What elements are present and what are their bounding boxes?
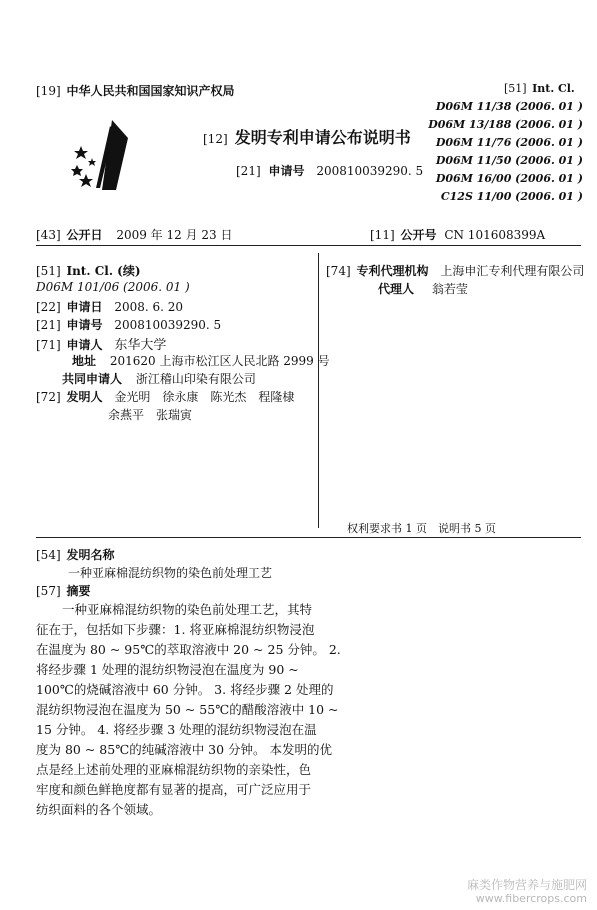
filing-label: 申请日 — [66, 300, 103, 314]
abstract-line: 100℃的烧碱溶液中 60 分钟。 3. 将经步骤 2 处理的 — [36, 682, 334, 697]
abstract-line: 征在于，包括如下步骤：1. 将亚麻棉混纺织物浸泡 — [36, 622, 315, 637]
ipc-entry: D06M 11/76 (2006. 01 ) — [435, 136, 583, 149]
pub-no-code: [11] — [370, 228, 395, 242]
abstract-label: 摘要 — [66, 584, 91, 598]
filing-value: 2008. 6. 20 — [114, 300, 184, 314]
abstract-line: 混纺织物浸泡在温度为 50 ~ 55℃的醋酸溶液中 10 ~ — [36, 702, 339, 717]
agent-value: 翁若莹 — [431, 282, 468, 296]
applicant-line — [36, 334, 166, 353]
ipc-label: Int. Cl. — [532, 82, 575, 95]
invention-title: 一种亚麻棉混纺织物的染色前处理工艺 — [68, 566, 273, 580]
office-line — [36, 82, 234, 99]
co-applicant-label: 共同申请人 — [62, 372, 123, 386]
pub-no-value: CN 101608399A — [444, 228, 546, 242]
filing-code: [22] — [36, 300, 61, 314]
rule-middle — [36, 537, 581, 538]
abstract-code: [57] — [36, 584, 61, 598]
ipc-entry: D06M 11/38 (2006. 01 ) — [435, 100, 583, 113]
address-value: 201620 上海市松江区人民北路 2999 号 — [109, 354, 330, 368]
pub-no-line — [370, 226, 545, 243]
co-applicant-value: 浙江稽山印染有限公司 — [135, 372, 256, 386]
app-no-line — [236, 162, 423, 179]
column-divider — [318, 253, 319, 528]
inventors-code: [72] — [36, 390, 61, 404]
agency-line — [326, 262, 584, 279]
pub-date-line — [36, 226, 232, 243]
abstract-line: 纺织面料的各个领域。 — [36, 802, 162, 817]
ipc-cont-line — [36, 262, 141, 279]
rule-top — [36, 245, 581, 246]
agency-label: 专利代理机构 — [356, 264, 429, 278]
filing-date-line — [36, 298, 183, 315]
ipc-entry: C12S 11/00 (2006. 01 ) — [440, 190, 583, 203]
abstract-line: 点是经上述前处理的亚麻棉混纺织物的亲染性，色 — [36, 762, 312, 777]
office-name: 中华人民共和国国家知识产权局 — [66, 84, 235, 98]
office-code: [19] — [36, 84, 61, 98]
applicant-code: [71] — [36, 338, 61, 352]
appno-value: 200810039290. 5 — [114, 318, 222, 332]
abstract-line: 牢度和颜色鲜艳度都有显著的提高，可广泛应用于 — [36, 782, 312, 797]
pub-no-label: 公开号 — [400, 228, 437, 242]
inventors-value-cont: 余燕平 张瑞寅 — [108, 408, 193, 422]
appno-label: 申请号 — [66, 318, 103, 332]
agency-code: [74] — [326, 264, 351, 278]
pub-date-value: 2009 年 12 月 23 日 — [116, 228, 233, 242]
watermark-site-name: 麻类作物营养与施肥网 — [466, 878, 587, 892]
abstract-line: 将经步骤 1 处理的混纺织物浸泡在温度为 90 ~ — [36, 662, 299, 677]
address-label: 地址 — [72, 354, 97, 368]
doc-type-line — [203, 125, 411, 148]
title-heading — [36, 546, 114, 563]
co-applicant-line — [62, 370, 256, 387]
doc-type-code: [12] — [203, 132, 228, 146]
abstract-line: 度为 80 ~ 85℃的纯碱溶液中 30 分钟。 本发明的优 — [36, 742, 333, 757]
inventors-line — [36, 388, 294, 405]
application-no-line — [36, 316, 221, 333]
ipc-cont-label: Int. Cl. (续) — [66, 264, 141, 278]
applicant-value: 东华大学 — [114, 338, 167, 353]
title-code: [54] — [36, 548, 61, 562]
patent-office-emblem — [70, 118, 132, 192]
app-no-value: 200810039290. 5 — [316, 164, 424, 178]
agent-label: 代理人 — [378, 282, 415, 296]
inventors-label: 发明人 — [66, 390, 103, 404]
ipc-cont-code: [51] — [36, 264, 61, 278]
applicant-label: 申请人 — [66, 338, 103, 352]
doc-type-title: 发明专利申请公布说明书 — [234, 128, 411, 147]
abstract-line: 一种亚麻棉混纺织物的染色前处理工艺，其特 — [62, 602, 313, 617]
pub-date-label: 公开日 — [66, 228, 103, 242]
agency-value: 上海申汇专利代理有限公司 — [440, 264, 585, 278]
pub-date-code: [43] — [36, 228, 61, 242]
ipc-entry: D06M 13/188 (2006. 01 ) — [428, 118, 583, 131]
abstract-heading — [36, 582, 90, 599]
ipc-cont-value: D06M 101/06 (2006. 01 ) — [36, 280, 190, 294]
inventors-value: 金光明 徐永康 陈光杰 程隆棣 — [114, 390, 295, 404]
app-no-label: 申请号 — [268, 164, 305, 178]
app-no-code: [21] — [236, 164, 261, 178]
ipc-header — [504, 82, 575, 95]
ipc-code: [51] — [504, 82, 527, 95]
page-count: 权利要求书 1 页 说明书 5 页 — [347, 522, 496, 535]
address-line — [72, 352, 330, 369]
ipc-entry: D06M 16/00 (2006. 01 ) — [435, 172, 583, 185]
appno-code: [21] — [36, 318, 61, 332]
watermark-url: www.fibercrops.com — [475, 892, 587, 905]
abstract-line: 在温度为 80 ~ 95℃的萃取溶液中 20 ~ 25 分钟。 2. — [36, 642, 341, 657]
title-label: 发明名称 — [66, 548, 115, 562]
ipc-entry: D06M 11/50 (2006. 01 ) — [435, 154, 583, 167]
agent-line — [378, 280, 468, 297]
abstract-line: 15 分钟。 4. 将经步骤 3 处理的混纺织物浸泡在温 — [36, 722, 317, 737]
